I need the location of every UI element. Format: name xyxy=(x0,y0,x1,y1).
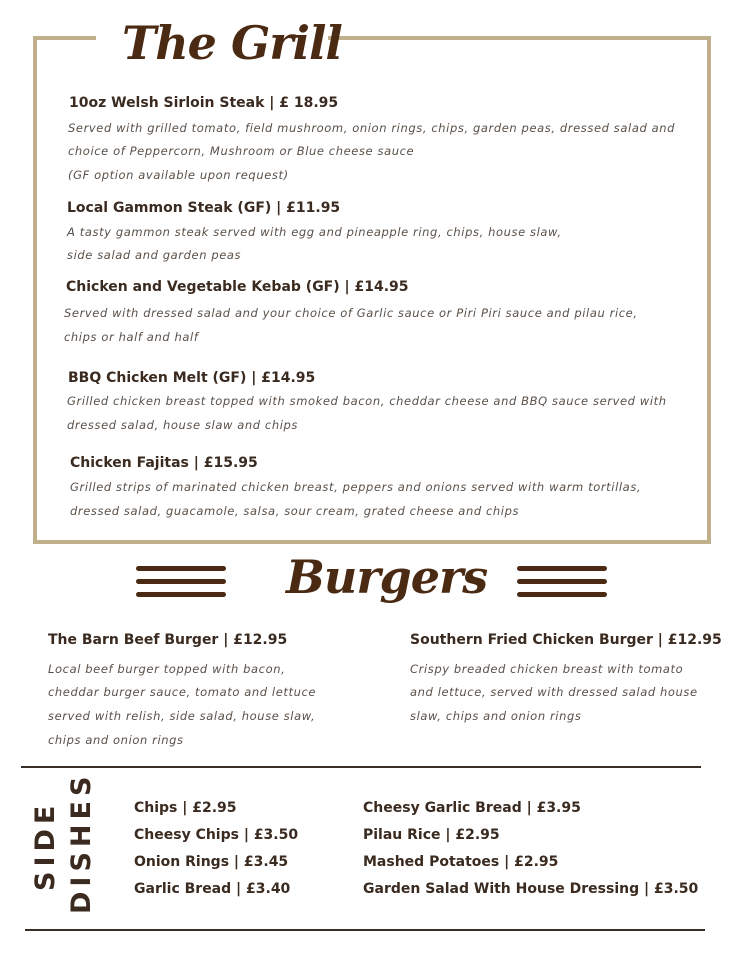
decorative-bars-right xyxy=(517,566,607,605)
description-line: Local beef burger topped with bacon, xyxy=(48,662,286,676)
grill-item-name: Chicken and Vegetable Kebab (GF) | £14.95 xyxy=(66,279,409,295)
description-line: dressed salad, house slaw and chips xyxy=(67,418,299,432)
side-item: Cheesy Chips | £3.50 xyxy=(134,827,299,843)
section-divider xyxy=(21,766,701,768)
description-line: Served with dressed salad and your choice of Garlic sauce or Piri Piri sauce and pilau rice, xyxy=(64,306,638,320)
side-item: Garlic Bread | £3.40 xyxy=(134,881,291,897)
side-item: Garden Salad With House Dressing | £3.50 xyxy=(363,881,699,897)
grill-item-name: Chicken Fajitas | £15.95 xyxy=(70,455,258,471)
description-line: Grilled strips of marinated chicken breast, peppers and onions served with warm tortillas, xyxy=(70,480,642,494)
side-dishes-label xyxy=(28,771,98,914)
grill-item-name: Local Gammon Steak (GF) | £11.95 xyxy=(67,200,341,216)
section-divider xyxy=(25,929,705,931)
side-label-word: DISHES xyxy=(66,771,97,914)
side-item: Mashed Potatoes | £2.95 xyxy=(363,854,559,870)
description-line: cheddar burger sauce, tomato and lettuce xyxy=(48,685,317,699)
description-line: Crispy breaded chicken breast with tomato xyxy=(410,662,684,676)
description-line: Grilled chicken breast topped with smoked bacon, cheddar cheese and BBQ sauce served with xyxy=(67,394,667,408)
description-line: A tasty gammon steak served with egg and pineapple ring, chips, house slaw, xyxy=(67,225,562,239)
side-label-word: SIDE xyxy=(30,800,61,891)
description-line: chips and onion rings xyxy=(48,733,184,747)
description-line: dressed salad, guacamole, salsa, sour cream, grated cheese and chips xyxy=(70,504,520,518)
description-line: side salad and garden peas xyxy=(67,248,242,262)
description-line: and lettuce, served with dressed salad house xyxy=(410,685,698,699)
description-line: served with relish, side salad, house slaw, xyxy=(48,709,316,723)
grill-item-name: BBQ Chicken Melt (GF) | £14.95 xyxy=(68,370,316,386)
side-item: Chips | £2.95 xyxy=(134,800,237,816)
description-line: chips or half and half xyxy=(64,330,199,344)
description-line: (GF option available upon request) xyxy=(68,168,289,182)
side-item: Pilau Rice | £2.95 xyxy=(363,827,500,843)
decorative-bars-left xyxy=(136,566,226,605)
description-line: Served with grilled tomato, field mushroom, onion rings, chips, garden peas, dressed salad and xyxy=(68,121,676,135)
grill-section-title: The Grill xyxy=(122,16,342,70)
description-line: slaw, chips and onion rings xyxy=(410,709,582,723)
burgers-section-title: Burgers xyxy=(286,550,488,604)
burger-item-name: The Barn Beef Burger | £12.95 xyxy=(48,632,288,648)
burger-item-name: Southern Fried Chicken Burger | £12.95 xyxy=(410,632,722,648)
grill-item-name: 10oz Welsh Sirloin Steak | £ 18.95 xyxy=(69,95,339,111)
side-item: Cheesy Garlic Bread | £3.95 xyxy=(363,800,581,816)
side-item: Onion Rings | £3.45 xyxy=(134,854,289,870)
description-line: choice of Peppercorn, Mushroom or Blue cheese sauce xyxy=(68,144,415,158)
